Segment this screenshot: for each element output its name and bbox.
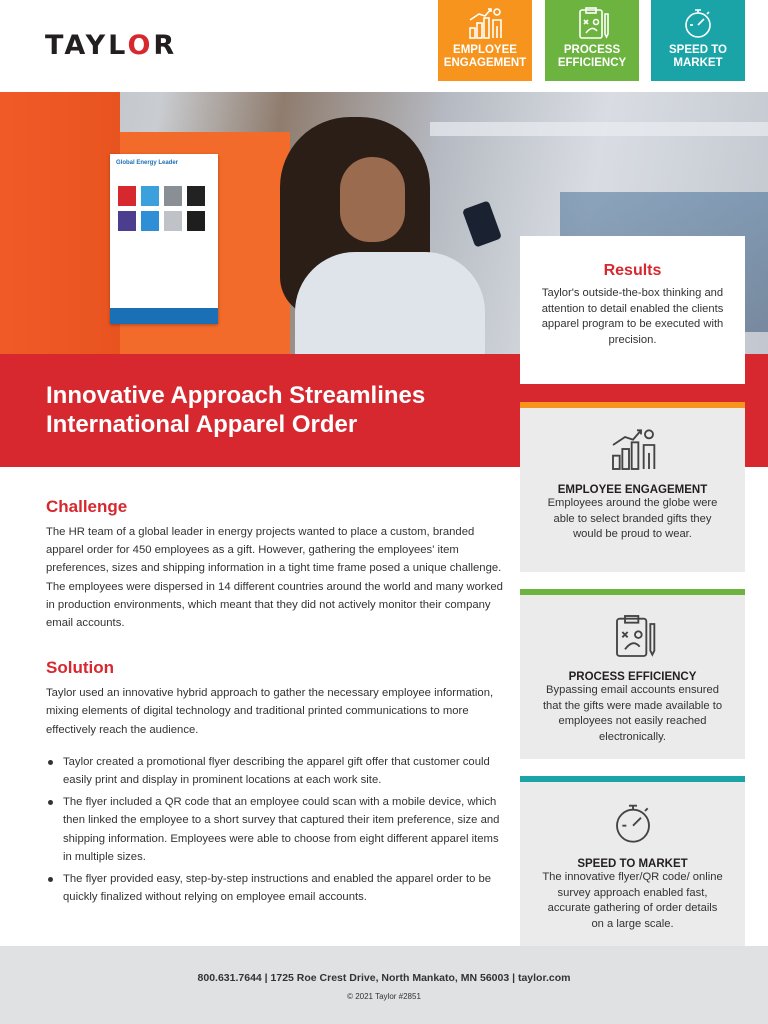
shirt-thumb: [141, 186, 159, 206]
phone: [462, 200, 502, 247]
challenge-text: The HR team of a global leader in energy projects wanted to place a custom, branded apparel order for 450 employees as a gift. However, gathering the employees' item preferences, sizes and shipping information in a tight time frame posed a unique challenge. The employees were dispersed in 14 different countries around the world and many worked in production environments, which meant that they did not actively monitor their company email accounts.: [46, 526, 503, 630]
card-heading: EMPLOYEE ENGAGEMENT: [557, 484, 708, 496]
footer-copyright: © 2021 Taylor #2851: [347, 992, 421, 1001]
clipboard-icon: [574, 6, 610, 40]
stopwatch-icon: [609, 800, 657, 846]
card-stripe: [520, 402, 745, 408]
stopwatch-icon: [680, 6, 716, 40]
results-card: [520, 236, 745, 384]
card-employee-engagement: [520, 402, 745, 572]
shirt-thumb: [164, 211, 182, 231]
solution-heading: Solution: [46, 658, 114, 678]
tile-label: EMPLOYEE ENGAGEMENT: [443, 44, 527, 69]
solution-text: Taylor used an innovative hybrid approach to gather the necessary employee information, mixing elements of digital technology and traditional printed communications to more effectively reach the audience.: [46, 687, 494, 736]
card-heading: PROCESS EFFICIENCY: [568, 671, 697, 683]
list-item: The flyer included a QR code that an employee could scan with a mobile device, which then linked the employee to a short survey that captured their item preference, size and shipping information. Employees were able to choose from eight different apparel items in multiple sizes.: [46, 793, 504, 866]
logo-o-mark: O: [127, 30, 154, 61]
main-content: [46, 497, 504, 910]
tile-label: PROCESS EFFICIENCY: [557, 44, 627, 69]
challenge-heading: Challenge: [46, 497, 128, 516]
header: [0, 0, 768, 92]
page-title: Innovative Approach Streamlines International Apparel Order: [46, 382, 426, 438]
logo-text-start: TAYL: [45, 30, 128, 61]
shirt-thumb: [141, 211, 159, 231]
qr-code: [187, 186, 205, 206]
tile-label: SPEED TO MARKET: [669, 44, 727, 69]
card-process-efficiency: [520, 589, 745, 759]
apparel-flyer: [110, 154, 218, 324]
shirt-thumb: [118, 186, 136, 206]
card-stripe: [520, 589, 745, 595]
flyer-title: Global Energy Leader: [116, 160, 179, 166]
face: [340, 157, 405, 242]
shirt-thumb: [118, 211, 136, 231]
tile-speed-to-market: [651, 0, 745, 81]
flyer-shirt-grid: [110, 166, 218, 231]
results-heading: Results: [603, 262, 662, 279]
taylor-logo[interactable]: [45, 30, 177, 61]
growth-people-icon: [609, 426, 657, 472]
card-heading: SPEED TO MARKET: [577, 858, 688, 870]
clipboard-icon: [609, 613, 657, 659]
flyer-footer-bar: [110, 308, 218, 324]
footer-contact: 800.631.7644 | 1725 Roe Crest Drive, North Mankato, MN 56003 | taylor.com: [197, 972, 571, 984]
tile-employee-engagement: [438, 0, 532, 81]
tile-process-efficiency: [545, 0, 639, 81]
card-text: Bypassing email accounts ensured that the gifts were made available to employees not easily reached electronically.: [542, 684, 723, 743]
list-item: The flyer provided easy, step-by-step instructions and enabled the apparel order to be quickly finalized without relying on employee email accounts.: [46, 870, 504, 906]
results-text: Taylor's outside-the-box thinking and attention to detail enabled the clients apparel program to be executed with precision.: [541, 287, 724, 346]
woman-with-phone: [250, 112, 490, 354]
shirt-thumb: [164, 186, 182, 206]
logo-text-end: R: [153, 30, 178, 61]
shirt: [295, 252, 485, 354]
shirt-thumb: [187, 211, 205, 231]
card-text: Employees around the globe were able to select branded gifts they would be proud to wear.: [547, 497, 718, 540]
list-item: Taylor created a promotional flyer describing the apparel gift offer that customer could easily print and display in prominent locations at each work site.: [46, 753, 504, 789]
card-stripe: [520, 776, 745, 782]
growth-people-icon: [467, 6, 503, 40]
card-text: The innovative flyer/QR code/ online survey approach enabled fast, accurate gathering of order details on a large scale.: [542, 871, 723, 930]
card-speed-to-market: [520, 776, 745, 946]
footer: [0, 946, 768, 1024]
orange-pillar: [0, 92, 120, 354]
solution-bullets: [46, 753, 504, 907]
